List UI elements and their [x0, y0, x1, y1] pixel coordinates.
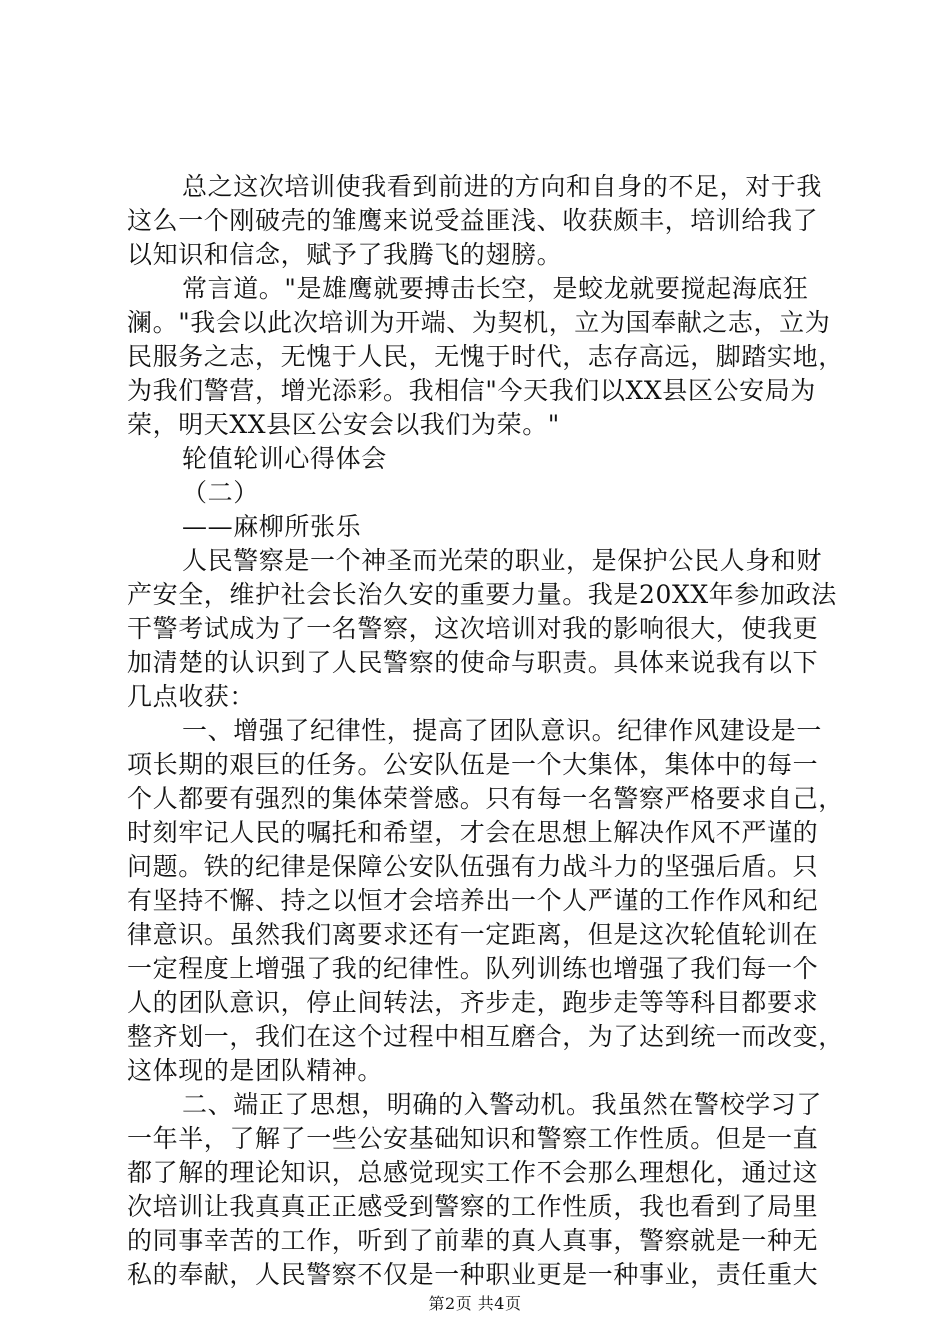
text-line: 澜。"我会以此次培训为开端、为契机，立为国奉献之志，立为	[127, 308, 831, 337]
text-line: 一、增强了纪律性，提高了团队意识。纪律作风建设是一	[182, 716, 823, 745]
text-line: 一年半，了解了一些公安基础知识和警察工作性质。但是一直	[127, 1124, 819, 1153]
text-line: 问题。铁的纪律是保障公安队伍强有力战斗力的坚强后盾。只	[127, 852, 819, 881]
text-line: 为我们警营，增光添彩。我相信"今天我们以XX县区公安局为	[127, 376, 816, 405]
text-line: 的同事幸苦的工作，听到了前辈的真人真事，警察就是一种无	[127, 1226, 819, 1255]
text-line: 这体现的是团队精神。	[127, 1056, 384, 1085]
text-line: 总之这次培训使我看到前进的方向和自身的不足，对于我	[182, 172, 823, 201]
text-line: 整齐划一，我们在这个过程中相互磨合，为了达到统一而改变，	[127, 1022, 844, 1051]
text-line: 轮值轮训心得体会	[182, 444, 387, 473]
text-line: 荣，明天XX县区公安会以我们为荣。"	[127, 410, 560, 439]
text-line: 时刻牢记人民的嘱托和希望，才会在思想上解决作风不严谨的	[127, 818, 819, 847]
text-line: 律意识。虽然我们离要求还有一定距离，但是这次轮值轮训在	[127, 920, 819, 949]
text-line: 一定程度上增强了我的纪律性。队列训练也增强了我们每一个	[127, 954, 819, 983]
document-body	[127, 170, 844, 1292]
text-line: 干警考试成为了一名警察，这次培训对我的影响很大，使我更	[127, 614, 819, 643]
text-line: 以知识和信念，赋予了我腾飞的翅膀。	[127, 240, 563, 269]
text-line: 私的奉献，人民警察不仅是一种职业更是一种事业，责任重大	[127, 1260, 819, 1289]
text-line: 人的团队意识，停止间转法，齐步走，跑步走等等科目都要求	[127, 988, 819, 1017]
text-line: 民服务之志，无愧于人民，无愧于时代，志存高远，脚踏实地，	[127, 342, 844, 371]
text-line: 都了解的理论知识，总感觉现实工作不会那么理想化，通过这	[127, 1158, 819, 1187]
text-line: 这么一个刚破壳的雏鹰来说受益匪浅、收获颇丰，培训给我了	[127, 206, 819, 235]
text-line: 个人都要有强烈的集体荣誉感。只有每一名警察严格要求自己，	[127, 784, 844, 813]
page-footer: 第2页 共4页	[428, 1294, 522, 1313]
text-line: 次培训让我真真正正感受到警察的工作性质，我也看到了局里	[127, 1192, 819, 1221]
text-line: 人民警察是一个神圣而光荣的职业，是保护公民人身和财	[182, 546, 823, 575]
text-line: 常言道。"是雄鹰就要搏击长空，是蛟龙就要搅起海底狂	[182, 274, 809, 303]
text-line: 二、端正了思想，明确的入警动机。我虽然在警校学习了	[182, 1090, 823, 1119]
text-line: （二）	[182, 478, 259, 507]
text-line: 项长期的艰巨的任务。公安队伍是一个大集体，集体中的每一	[127, 750, 819, 779]
text-line: 产安全，维护社会长治久安的重要力量。我是20XX年参加政法	[127, 580, 837, 609]
text-line: 加清楚的认识到了人民警察的使命与职责。具体来说我有以下	[127, 648, 819, 677]
text-line: ——麻柳所张乐	[182, 512, 362, 541]
text-line: 有坚持不懈、持之以恒才会培养出一个人严谨的工作作风和纪	[127, 886, 819, 915]
text-line: 几点收获：	[127, 682, 256, 711]
